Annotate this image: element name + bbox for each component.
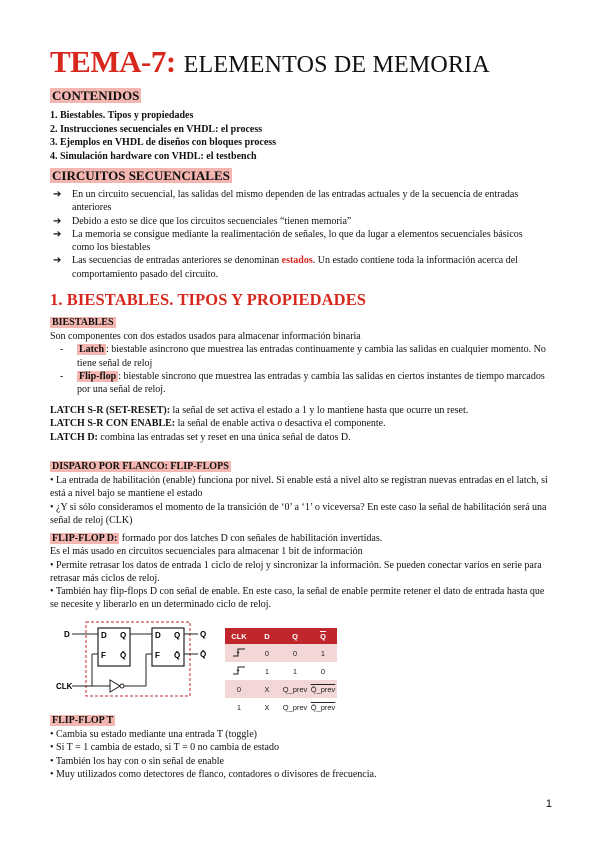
table-header: D — [253, 628, 281, 644]
ffd-line: Es el más usado en circuitos secuenciales para almacenar 1 bit de información — [50, 546, 363, 558]
fft-line: • Muy utilizados como detectores de flanco, contadores o divisores de frecuencia. — [50, 768, 377, 780]
page-number: 1 — [545, 798, 552, 810]
latch-def: LATCH S-R (SET-RESET): la señal de set activa el estado a 1 y lo mantiene hasta que ocurre un reset. — [50, 405, 469, 416]
table-header: $\overline{Q}$ — [309, 628, 337, 644]
svg-text:Q̄: Q̄ — [200, 650, 207, 659]
svg-text:D: D — [155, 631, 161, 640]
list-item: ➔ Las secuencias de entradas anteriores se denominan estados. Un estado contiene toda la información acerca del comportamiento pasado del circuito. — [53, 255, 518, 280]
flipflop-d-block — [50, 532, 550, 612]
table-row: 0 0 1 — [225, 644, 337, 662]
arrow-icon: ➔ — [53, 255, 62, 267]
section1-heading: 1. BIESTABLES. TIPOS Y PROPIEDADES — [50, 290, 367, 309]
arrow-icon: ➔ — [53, 228, 62, 240]
fft-line: • Cambia su estado mediante una entrada T (toggle) — [50, 729, 257, 740]
biestables-types — [50, 343, 550, 396]
ffd-line: • También hay flip-flops D con señal de enable. En este caso, la señal de enable permite retener el dato de entrada hasta que se necesite y liberarlo en un determinado ciclo de reloj. — [50, 586, 545, 611]
svg-text:Q: Q — [174, 631, 181, 640]
svg-text:D: D — [101, 631, 107, 640]
contenidos-heading: CONTENIDOS — [52, 88, 140, 103]
list-item: ➔ La memoria se consigue mediante la realimentación de señales, lo que da lugar a elementos secuenciales básicos como los biestables — [53, 228, 523, 254]
svg-text:Q: Q — [200, 630, 207, 639]
fft-line: • También los hay con o sin señal de enable — [50, 755, 224, 767]
flipflop-term: Flip-flop — [79, 370, 117, 382]
contenidos-list — [50, 109, 276, 163]
latch-term: Latch — [79, 344, 104, 356]
svg-text:F: F — [155, 651, 160, 660]
contenidos-item: 2. Instrucciones secuenciales en VHDL: el process — [50, 123, 263, 135]
ffd-label: FLIP-FLOP D: — [52, 533, 118, 544]
flipflop-t-block — [50, 710, 550, 781]
arrow-icon: ➔ — [53, 189, 62, 200]
biestables-intro: Son componentes con dos estados usados para almacenar información binaria — [50, 331, 361, 342]
ffd-line: • Permite retrasar los datos de entrada 1 ciclo de reloj y sincronizar la información. Se pueden conectar varios en serie para retrasar más ciclos de reloj. — [50, 559, 542, 584]
page-title — [50, 44, 490, 80]
fft-label: FLIP-FLOP T — [52, 715, 114, 726]
contenidos-item: 3. Ejemplos en VHDL de diseños con bloques process — [50, 137, 277, 148]
diagram-label: D — [64, 630, 70, 639]
list-item: - Flip-flop : biestable sincrono que muestrea las entradas y cambia las salidas en ciertos instantes de tiempo marcados por una señal de reloj. — [60, 370, 545, 396]
svg-text:Q̄: Q̄ — [174, 651, 181, 660]
circuitos-list — [50, 188, 530, 281]
list-item: - Latch : biestable asincrono que muestrea las entradas continuamente y cambia las salidas en cualquier momento. No tiene señal de reloj — [60, 344, 546, 369]
disparo-block — [50, 456, 550, 527]
circuitos-heading: CIRCUITOS SECUENCIALES — [52, 168, 230, 183]
disparo-line: • ¿Y si sólo consideramos el momento de la transición de ‘0’ a ‘1’ o viceversa? En este caso la señal de habilitación será una señal de reloj (CLK) — [50, 501, 547, 526]
title-topic: TEMA-7: — [50, 44, 176, 79]
svg-text:Q: Q — [120, 631, 127, 640]
biestables-label: BIESTABLES — [52, 317, 114, 328]
arrow-icon: ➔ — [53, 215, 62, 227]
list-item: ➔ Debido a esto se dice que los circuitos secuenciales “tienen memoria” — [53, 215, 352, 227]
list-item: ➔ En un circuito secuencial, las salidas del mismo dependen de las entradas actuales y de la secuencia de entradas anteriores — [53, 189, 519, 214]
rising-edge-icon — [225, 662, 253, 680]
svg-text:F: F — [101, 651, 106, 660]
disparo-label: DISPARO POR FLANCO: FLIP-FLOPS — [52, 461, 229, 472]
rising-edge-icon — [225, 644, 253, 662]
svg-text:Q̄: Q̄ — [120, 651, 127, 660]
latch-definitions — [50, 404, 550, 444]
table-row: 1 1 0 — [225, 662, 337, 680]
ffd-title-line: FLIP-FLOP D: formado por dos latches D con señales de habilitación invertidas. — [52, 533, 383, 544]
biestables-block — [50, 312, 550, 396]
flipflop-d-circuit-diagram — [50, 618, 220, 700]
disparo-line: • La entrada de habilitación (enable) funciona por nivel. Si enable está a nivel alto se registran nuevas entradas en el latch, si está a nivel bajo se mantiene el estado — [50, 475, 548, 500]
contenidos-item: 4. Simulación hardware con VHDL: el testbench — [50, 150, 257, 162]
latch-def: LATCH D: combina las entradas set y reset en una única señal de datos D. — [50, 431, 351, 443]
table-row: 1 X Q_prev Q̄_prev — [236, 702, 336, 712]
table-header: CLK — [225, 628, 253, 644]
table-header: Q — [281, 628, 309, 644]
table-row: 0 X Q_prev Q̄_prev — [225, 680, 337, 698]
estados-keyword: estados — [281, 255, 313, 267]
truth-table — [225, 628, 337, 716]
contenidos-section — [50, 87, 276, 163]
circuitos-section — [50, 167, 530, 281]
inverter-icon — [110, 680, 120, 692]
diagram-label: CLK — [56, 682, 73, 691]
title-name: ELEMENTOS DE MEMORIA — [183, 52, 490, 78]
fft-line: • Si T = 1 cambia de estado, si T = 0 no cambia de estado — [50, 742, 279, 754]
contenidos-item: 1. Biestables. Tipos y propiedades — [50, 110, 194, 121]
latch-def: LATCH S-R CON ENABLE: la señal de enable activa o desactiva el componente. — [50, 418, 386, 430]
